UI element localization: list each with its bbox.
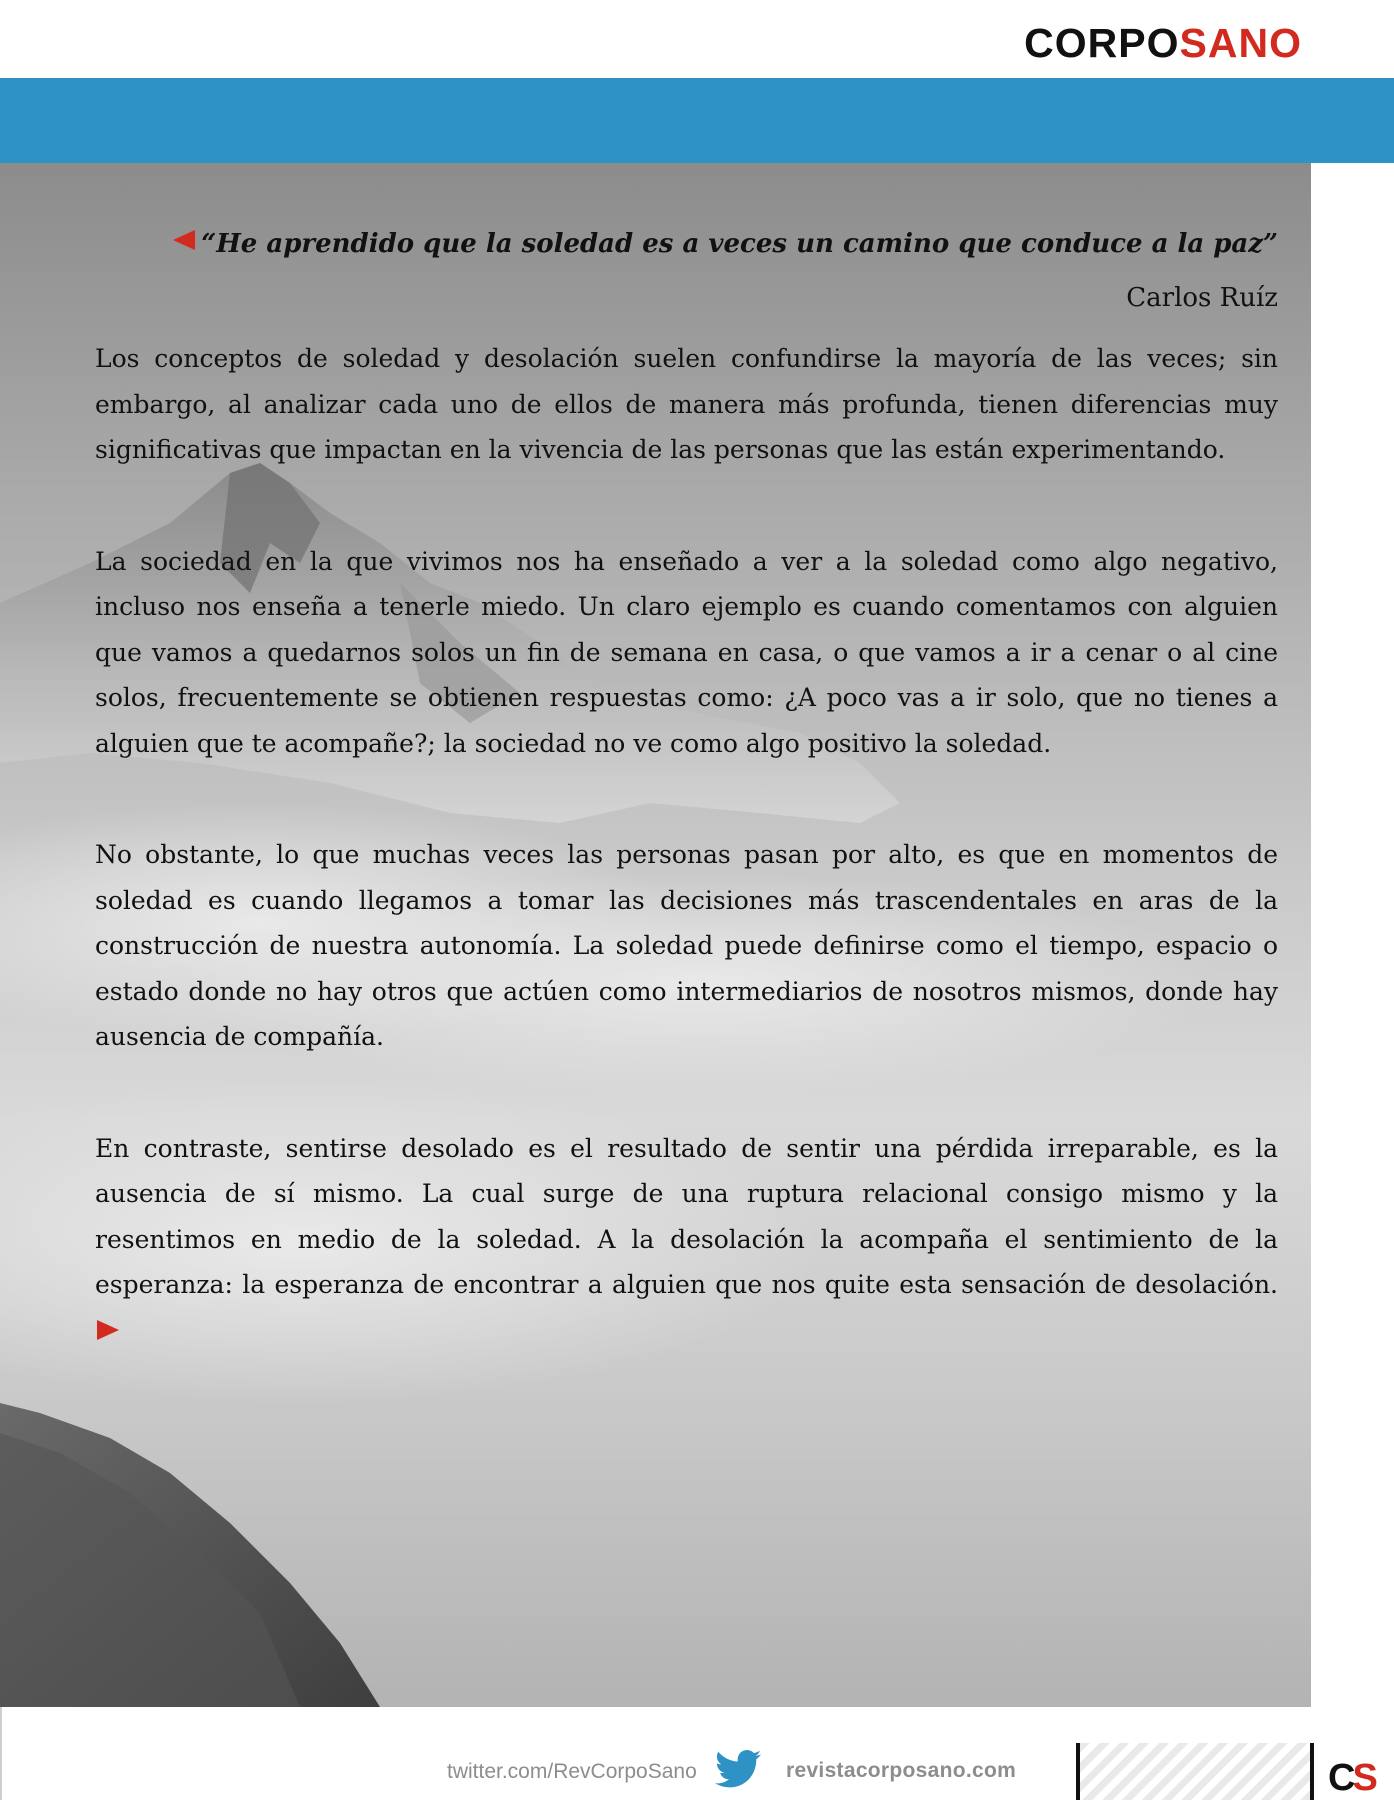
logo-corpo: CORPO [1024, 20, 1180, 66]
cs-logo [1328, 1759, 1375, 1797]
website-link[interactable]: revistacorposano.com [786, 1759, 1017, 1782]
pull-quote [95, 224, 1278, 264]
logo-sano: SANO [1179, 20, 1302, 66]
article-paragraph-text: En contraste, sentirse desolado es el resultado de sentir una pérdida irreparable, es la ausencia de sí mismo. La cual surge de una ruptura relacional consigo mismo y la resentimos en medio de la soledad. A la desolación la acompaña el sentimiento de la esperanza: la esperanza de encontrar a alguien que nos quite esta sensación de desolación. [95, 1133, 1278, 1299]
footer-edge-line [0, 1707, 2, 1800]
red-triangle-left-icon [173, 230, 195, 250]
cs-logo-s: S [1352, 1757, 1375, 1799]
article-paragraph: No obstante, lo que muchas veces las personas pasan por alto, es que en momentos de soledad es cuando llegamos a tomar las decisiones más trascendentales en aras de la construcción de nuestra autonomía. La soledad puede definirse como el tiempo, espacio o estado donde no hay otros que actúen como intermediarios de nosotros mismos, donde hay ausencia de compañía. [95, 840, 1278, 1051]
page-footer [0, 1707, 1394, 1800]
twitter-link[interactable]: twitter.com/RevCorpoSano [447, 1760, 697, 1783]
twitter-bird-icon[interactable] [715, 1749, 761, 1789]
article-body [95, 224, 1278, 1353]
quote-author: Carlos Ruíz [1126, 283, 1278, 313]
article-paragraph: La sociedad en la que vivimos nos ha enseñado a ver a la soledad como algo negativo, incluso nos enseña a tenerle miedo. Un claro ejemplo es cuando comentamos con alguien que vamos a quedarnos solos un fin de semana en casa, o que vamos a ir a cenar o al cine solos, frecuentemente se obtienen respuestas como: ¿A poco vas a ir solo, que no tienes a alguien que te acompañe?; la sociedad no ve como algo positivo la soledad. [95, 546, 1278, 758]
header-blue-band [0, 78, 1394, 163]
article-paragraph-last [95, 1126, 1278, 1354]
cs-logo-c: C [1328, 1757, 1353, 1799]
footer-striped-block [1076, 1743, 1314, 1800]
red-triangle-end-icon [97, 1320, 119, 1340]
article-paragraph: Los conceptos de soledad y desolación suelen confundirse la mayoría de las veces; sin embargo, al analizar cada uno de ellos de manera más profunda, tienen diferencias muy significativas que impactan en la vivencia de las personas que las están experimentando. [95, 344, 1278, 464]
corposano-logo [1024, 20, 1302, 66]
pull-quote-text: “He aprendido que la soledad es a veces un camino que conduce a la paz” [201, 229, 1278, 259]
page-header [0, 0, 1394, 78]
